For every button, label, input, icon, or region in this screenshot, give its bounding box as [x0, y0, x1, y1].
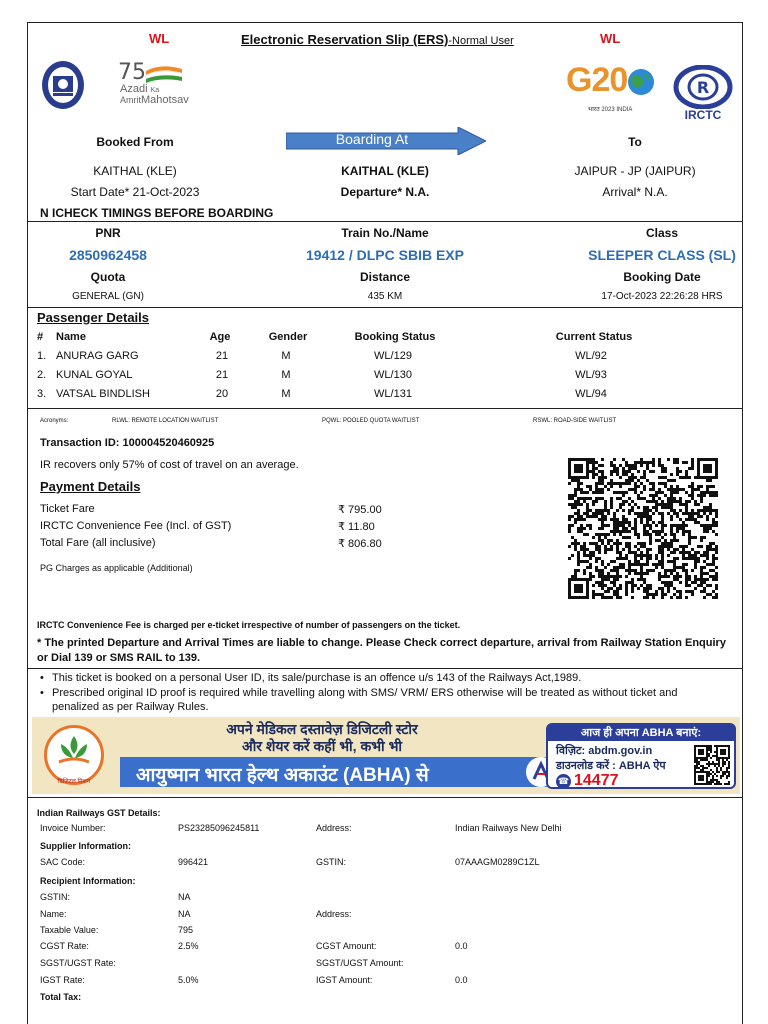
divider	[28, 408, 742, 409]
from-station: KAITHAL (KLE)	[93, 164, 177, 178]
passenger-age: 21	[215, 350, 229, 362]
transaction-id: Transaction ID: 100004520460925	[40, 437, 215, 449]
payment-details-heading: Payment Details	[40, 479, 141, 494]
taxable-value: 795	[178, 925, 194, 935]
abha-visit: विज़िट: abdm.gov.in	[556, 745, 653, 757]
divider	[28, 307, 742, 308]
acronyms-label: Acronyms:	[40, 418, 69, 424]
pnr-number: 2850962458	[69, 247, 147, 263]
divider	[28, 797, 742, 798]
igst-rate-value: 5.0%	[178, 975, 199, 985]
col-age: Age	[209, 331, 231, 343]
quota-value: GENERAL (GN)	[72, 291, 144, 302]
quota-label: Quota	[90, 270, 126, 284]
qr-code	[568, 458, 719, 599]
distance-label: Distance	[359, 270, 411, 284]
col-current-status: Current Status	[555, 331, 633, 343]
sgst-rate-label: SGST/UGST Rate:	[40, 958, 116, 968]
recipient-name-label: Name:	[40, 909, 67, 919]
banner-tagline	[152, 721, 492, 755]
svg-text:75: 75	[118, 60, 146, 85]
passenger-current-status: WL/92	[575, 350, 607, 362]
invoice-label: Invoice Number:	[40, 823, 106, 833]
svg-text:R: R	[696, 78, 710, 97]
passenger-booking-status: WL/130	[374, 369, 412, 381]
g20-subtext: भारत 2023 INDIA	[588, 107, 633, 113]
bullet-dot: •	[40, 687, 44, 699]
recipient-gstin-value: NA	[178, 892, 191, 902]
acronym-rswl: RSWL: ROAD-SIDE WAITLIST	[533, 418, 617, 424]
g20-text: G20	[566, 61, 628, 99]
recipient-name-value: NA	[178, 909, 191, 919]
banner-line2: और शेयर करें कहीं भी, कभी भी	[241, 738, 403, 754]
convenience-fee-note: IRCTC Convenience Fee is charged per e-ticket irrespective of number of passengers on the ticket.	[37, 620, 461, 630]
passenger-details-heading: Passenger Details	[37, 310, 150, 325]
igst-amount-value: 0.0	[455, 975, 468, 985]
sac-label: SAC Code:	[40, 857, 86, 867]
col-number: #	[37, 331, 44, 343]
abha-download: डाउनलोड करें : ABHA ऐप	[556, 760, 666, 772]
passenger-current-status: WL/94	[575, 388, 607, 400]
address-value: Indian Railways New Delhi	[455, 823, 562, 833]
passenger-name: VATSAL BINDLISH	[56, 388, 150, 400]
irctc-text: IRCTC	[684, 108, 722, 122]
passenger-booking-status: WL/129	[374, 350, 412, 362]
recipient-gstin-label: GSTIN:	[40, 892, 71, 902]
g20-logo	[566, 61, 660, 119]
wl-right: WL	[600, 31, 621, 46]
col-name: Name	[56, 331, 86, 343]
sac-value: 996421	[178, 857, 209, 867]
amrit-word: Amrit	[120, 95, 141, 105]
bullet-dot: •	[40, 672, 44, 684]
sgst-amount-label: SGST/UGST Amount:	[316, 958, 404, 968]
ers-title-text: Electronic Reservation Slip (ERS)	[241, 32, 449, 47]
recipient-heading: Recipient Information:	[40, 876, 136, 886]
passenger-number: 2.	[37, 369, 47, 381]
gstin-value: 07AAAGM0289C1ZL	[455, 857, 540, 867]
boarding-station: KAITHAL (KLE)	[341, 164, 429, 178]
gstin-label: GSTIN:	[316, 857, 347, 867]
taxable-value-label: Taxable Value:	[40, 925, 99, 935]
passenger-age: 20	[215, 388, 229, 400]
passenger-gender: M	[281, 388, 291, 400]
igst-amount-label: IGST Amount:	[316, 975, 373, 985]
times-note-line2: or Dial 139 or SMS RAIL to 139.	[37, 652, 201, 664]
distance-value: 435 KM	[367, 291, 403, 302]
acronym-rlwl: RLWL: REMOTE LOCATION WAITLIST	[112, 418, 219, 424]
passenger-number: 3.	[37, 388, 47, 400]
departure-time: Departure* N.A.	[340, 185, 430, 199]
passenger-current-status: WL/93	[575, 369, 607, 381]
boarding-at-label: Boarding At	[335, 131, 409, 147]
igst-rate-label: IGST Rate:	[40, 975, 85, 985]
abha-logo	[44, 725, 104, 785]
col-booking-status: Booking Status	[354, 331, 436, 343]
banner-band	[120, 757, 560, 787]
cgst-rate-label: CGST Rate:	[40, 941, 89, 951]
passenger-booking-status: WL/131	[374, 388, 412, 400]
gst-heading: Indian Railways GST Details:	[37, 808, 161, 818]
mini-qr-code	[694, 745, 730, 785]
phone-icon: ☎	[556, 774, 571, 789]
address-label: Address:	[316, 823, 352, 833]
bullet-id-proof-line2: penalized as per Railway Rules.	[52, 701, 209, 713]
passenger-gender: M	[281, 350, 291, 362]
abha-helpline: 14477	[574, 772, 619, 789]
ers-title	[241, 32, 514, 47]
class-label: Class	[645, 226, 679, 240]
passenger-number: 1.	[37, 350, 47, 362]
class-value: SLEEPER CLASS (SL)	[588, 247, 736, 263]
passenger-name: ANURAG GARG	[56, 350, 139, 362]
convenience-fee-label: IRCTC Convenience Fee (Incl. of GST)	[40, 520, 232, 532]
bullet-personal-id: This ticket is booked on a personal User ID, its sale/purchase is an offence u/s 143 of the Railways Act,1989.	[52, 672, 582, 684]
mahotsav-word: Mahotsav	[141, 94, 189, 106]
acronym-pqwl: PQWL: POOLED QUOTA WAITLIST	[322, 418, 420, 424]
divider	[28, 221, 742, 222]
azadi-ka-amrit-mahotsav-logo	[116, 59, 189, 107]
cgst-amount-value: 0.0	[455, 941, 468, 951]
abha-banner[interactable]	[32, 717, 740, 794]
total-tax-label: Total Tax:	[40, 992, 82, 1002]
total-fare-label: Total Fare (all inclusive)	[40, 537, 156, 549]
irctc-logo	[672, 65, 734, 123]
wl-left: WL	[149, 31, 170, 46]
booked-from-label: Booked From	[96, 135, 174, 149]
banner-band-text: आयुष्मान भारत हेल्थ अकाउंट (ABHA) से	[136, 765, 429, 786]
indian-railways-logo	[40, 59, 86, 111]
pnr-label: PNR	[95, 226, 121, 240]
pg-charges-note: PG Charges as applicable (Additional)	[40, 563, 193, 573]
arrival-time: Arrival* N.A.	[602, 185, 668, 199]
start-date: Start Date* 21-Oct-2023	[70, 185, 200, 199]
divider	[28, 668, 742, 669]
abha-logo-caption: डिजिटल मिशन	[57, 779, 91, 785]
boarding-at-arrow	[286, 127, 486, 155]
booking-date-value: 17-Oct-2023 22:26:28 HRS	[601, 291, 723, 302]
passenger-name: KUNAL GOYAL	[56, 369, 133, 381]
abha-box-heading: आज ही अपना ABHA बनाएं:	[548, 725, 734, 741]
bullet-id-proof-line1: Prescribed original ID proof is required while travelling along with SMS/ VRM/ ERS otherwise will be treated as without ticket and	[52, 687, 678, 699]
to-station: JAIPUR - JP (JAIPUR)	[574, 164, 696, 178]
azadi-ka-word: Ka	[150, 87, 160, 94]
train-name: 19412 / DLPC SBIB EXP	[306, 247, 464, 263]
convenience-fee-value: ₹ 11.80	[338, 521, 375, 533]
booking-date-label: Booking Date	[623, 270, 701, 284]
supplier-heading: Supplier Information:	[40, 841, 131, 851]
ers-title-suffix: -Normal User	[448, 35, 514, 47]
ticket-fare-value: ₹ 795.00	[338, 504, 382, 516]
abha-info-box	[546, 723, 736, 789]
cgst-amount-label: CGST Amount:	[316, 941, 377, 951]
times-note-line1: * The printed Departure and Arrival Times are liable to change. Please Check correct departure, arrival from Railway Station Enquiry	[37, 637, 726, 649]
check-timings-notice: N ICHECK TIMINGS BEFORE BOARDING	[40, 206, 274, 220]
total-fare-value: ₹ 806.80	[338, 538, 382, 550]
train-label: Train No./Name	[341, 226, 429, 240]
passenger-age: 21	[215, 369, 229, 381]
recipient-address-label: Address:	[316, 909, 352, 919]
passenger-gender: M	[281, 369, 291, 381]
banner-line1: अपने मेडिकल दस्तावेज़ डिजिटली स्टोर	[226, 721, 418, 737]
col-gender: Gender	[268, 331, 308, 343]
ir-recovers-note: IR recovers only 57% of cost of travel on an average.	[40, 459, 299, 471]
to-label: To	[628, 135, 642, 149]
ers-ticket	[27, 22, 743, 1024]
globe-icon	[626, 67, 656, 97]
ticket-fare-label: Ticket Fare	[40, 503, 95, 515]
azadi-line2	[120, 95, 189, 106]
invoice-number: PS23285096245811	[178, 823, 260, 833]
cgst-rate-value: 2.5%	[178, 941, 199, 951]
azadi-word: Azadi	[120, 83, 148, 95]
